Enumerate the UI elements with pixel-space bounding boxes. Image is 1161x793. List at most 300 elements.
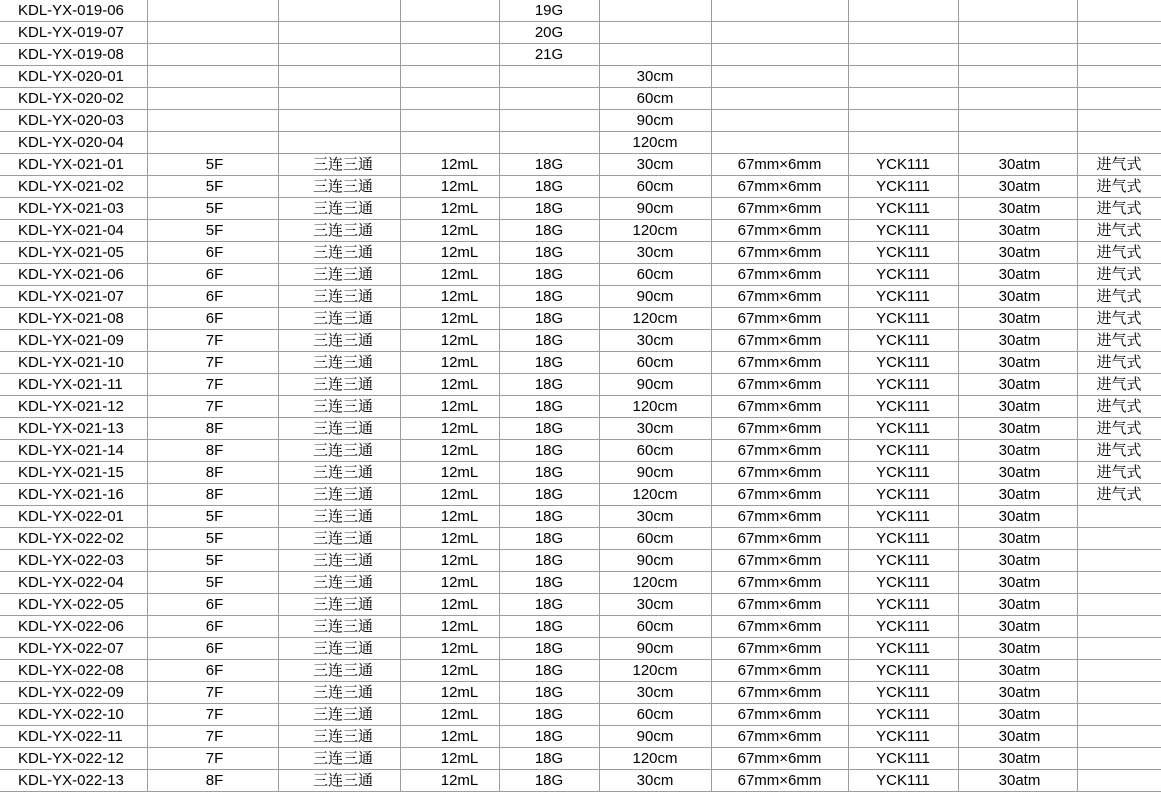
table-cell[interactable]: 12mL xyxy=(400,594,499,616)
table-cell[interactable]: YCK111 xyxy=(848,352,958,374)
table-cell[interactable]: 三连三通 xyxy=(278,682,400,704)
table-cell[interactable]: YCK111 xyxy=(848,396,958,418)
table-cell[interactable] xyxy=(147,110,278,132)
table-cell[interactable]: 30cm xyxy=(599,330,711,352)
table-cell[interactable] xyxy=(848,132,958,154)
table-cell[interactable]: 进气式 xyxy=(1077,308,1161,330)
table-cell[interactable] xyxy=(1077,110,1161,132)
table-cell[interactable] xyxy=(599,22,711,44)
table-cell[interactable]: 进气式 xyxy=(1077,330,1161,352)
table-cell[interactable]: 5F xyxy=(147,528,278,550)
table-cell[interactable]: 30atm xyxy=(958,572,1077,594)
table-cell[interactable]: 67mm×6mm xyxy=(711,462,848,484)
table-cell[interactable]: KDL-YX-021-11 xyxy=(0,374,147,396)
table-cell[interactable]: 18G xyxy=(499,638,599,660)
table-cell[interactable]: 三连三通 xyxy=(278,616,400,638)
table-cell[interactable]: 7F xyxy=(147,330,278,352)
table-cell[interactable] xyxy=(1077,0,1161,22)
table-cell[interactable] xyxy=(499,88,599,110)
table-cell[interactable]: 19G xyxy=(499,0,599,22)
table-cell[interactable]: 120cm xyxy=(599,748,711,770)
table-cell[interactable]: 12mL xyxy=(400,198,499,220)
table-cell[interactable] xyxy=(1077,770,1161,792)
table-cell[interactable]: YCK111 xyxy=(848,726,958,748)
table-cell[interactable] xyxy=(1077,44,1161,66)
table-cell[interactable]: 12mL xyxy=(400,176,499,198)
table-cell[interactable]: 30atm xyxy=(958,440,1077,462)
table-cell[interactable] xyxy=(400,22,499,44)
table-cell[interactable]: 67mm×6mm xyxy=(711,726,848,748)
table-cell[interactable] xyxy=(499,66,599,88)
table-cell[interactable]: 30atm xyxy=(958,220,1077,242)
table-cell[interactable]: 30atm xyxy=(958,704,1077,726)
table-cell[interactable]: 12mL xyxy=(400,572,499,594)
table-cell[interactable]: 60cm xyxy=(599,88,711,110)
table-cell[interactable]: 进气式 xyxy=(1077,242,1161,264)
table-cell[interactable] xyxy=(958,88,1077,110)
table-cell[interactable]: 67mm×6mm xyxy=(711,220,848,242)
table-cell[interactable]: 三连三通 xyxy=(278,308,400,330)
table-cell[interactable]: 18G xyxy=(499,484,599,506)
table-cell[interactable]: 30atm xyxy=(958,418,1077,440)
table-cell[interactable]: 进气式 xyxy=(1077,352,1161,374)
table-cell[interactable]: 30cm xyxy=(599,242,711,264)
table-cell[interactable]: 90cm xyxy=(599,374,711,396)
table-cell[interactable]: 60cm xyxy=(599,176,711,198)
table-cell[interactable]: KDL-YX-022-01 xyxy=(0,506,147,528)
table-cell[interactable] xyxy=(400,66,499,88)
table-cell[interactable]: 30atm xyxy=(958,176,1077,198)
table-cell[interactable]: 三连三通 xyxy=(278,572,400,594)
table-cell[interactable]: 30atm xyxy=(958,528,1077,550)
table-cell[interactable]: 12mL xyxy=(400,440,499,462)
table-cell[interactable] xyxy=(1077,528,1161,550)
table-cell[interactable]: 120cm xyxy=(599,572,711,594)
table-cell[interactable]: KDL-YX-022-04 xyxy=(0,572,147,594)
table-cell[interactable]: 进气式 xyxy=(1077,418,1161,440)
table-cell[interactable]: 18G xyxy=(499,704,599,726)
table-cell[interactable]: 8F xyxy=(147,440,278,462)
table-cell[interactable]: 18G xyxy=(499,286,599,308)
table-cell[interactable]: KDL-YX-022-02 xyxy=(0,528,147,550)
table-cell[interactable]: YCK111 xyxy=(848,638,958,660)
table-cell[interactable] xyxy=(711,88,848,110)
table-cell[interactable]: 21G xyxy=(499,44,599,66)
table-cell[interactable]: 三连三通 xyxy=(278,462,400,484)
table-cell[interactable]: KDL-YX-021-05 xyxy=(0,242,147,264)
table-cell[interactable]: YCK111 xyxy=(848,770,958,792)
table-cell[interactable]: KDL-YX-022-11 xyxy=(0,726,147,748)
table-cell[interactable]: 12mL xyxy=(400,550,499,572)
table-cell[interactable]: 三连三通 xyxy=(278,286,400,308)
table-cell[interactable]: 三连三通 xyxy=(278,242,400,264)
table-cell[interactable]: 67mm×6mm xyxy=(711,682,848,704)
table-cell[interactable]: 18G xyxy=(499,198,599,220)
table-cell[interactable]: 30cm xyxy=(599,418,711,440)
table-cell[interactable]: 三连三通 xyxy=(278,264,400,286)
table-cell[interactable] xyxy=(1077,748,1161,770)
table-cell[interactable]: KDL-YX-021-06 xyxy=(0,264,147,286)
table-cell[interactable]: YCK111 xyxy=(848,748,958,770)
table-cell[interactable]: 67mm×6mm xyxy=(711,748,848,770)
table-cell[interactable]: 12mL xyxy=(400,770,499,792)
table-cell[interactable]: 67mm×6mm xyxy=(711,308,848,330)
table-cell[interactable]: 90cm xyxy=(599,110,711,132)
table-cell[interactable]: 5F xyxy=(147,154,278,176)
table-cell[interactable]: 30atm xyxy=(958,352,1077,374)
table-cell[interactable]: 18G xyxy=(499,748,599,770)
table-cell[interactable]: KDL-YX-021-01 xyxy=(0,154,147,176)
table-cell[interactable]: 30cm xyxy=(599,594,711,616)
table-cell[interactable]: 120cm xyxy=(599,660,711,682)
table-cell[interactable]: 进气式 xyxy=(1077,264,1161,286)
table-cell[interactable]: 进气式 xyxy=(1077,484,1161,506)
table-cell[interactable]: 6F xyxy=(147,264,278,286)
table-cell[interactable] xyxy=(147,88,278,110)
table-cell[interactable]: 30atm xyxy=(958,638,1077,660)
table-cell[interactable]: KDL-YX-021-15 xyxy=(0,462,147,484)
table-cell[interactable]: 20G xyxy=(499,22,599,44)
table-cell[interactable] xyxy=(711,44,848,66)
table-cell[interactable]: 18G xyxy=(499,242,599,264)
table-cell[interactable]: 30atm xyxy=(958,550,1077,572)
table-cell[interactable]: 进气式 xyxy=(1077,176,1161,198)
table-cell[interactable] xyxy=(1077,132,1161,154)
table-cell[interactable]: 90cm xyxy=(599,462,711,484)
table-cell[interactable]: 67mm×6mm xyxy=(711,352,848,374)
table-cell[interactable] xyxy=(711,0,848,22)
table-cell[interactable]: 6F xyxy=(147,242,278,264)
table-cell[interactable] xyxy=(147,66,278,88)
table-cell[interactable] xyxy=(278,44,400,66)
table-cell[interactable]: 6F xyxy=(147,616,278,638)
table-cell[interactable]: 12mL xyxy=(400,308,499,330)
table-cell[interactable]: 30atm xyxy=(958,594,1077,616)
table-cell[interactable]: YCK111 xyxy=(848,550,958,572)
table-cell[interactable]: 进气式 xyxy=(1077,374,1161,396)
table-cell[interactable] xyxy=(1077,660,1161,682)
table-cell[interactable]: 67mm×6mm xyxy=(711,572,848,594)
table-cell[interactable]: 12mL xyxy=(400,616,499,638)
table-cell[interactable]: 8F xyxy=(147,770,278,792)
table-cell[interactable] xyxy=(400,132,499,154)
table-cell[interactable]: 30cm xyxy=(599,770,711,792)
table-cell[interactable] xyxy=(400,44,499,66)
table-cell[interactable]: 三连三通 xyxy=(278,220,400,242)
table-cell[interactable]: KDL-YX-021-16 xyxy=(0,484,147,506)
table-cell[interactable]: 三连三通 xyxy=(278,374,400,396)
table-cell[interactable]: 90cm xyxy=(599,550,711,572)
table-cell[interactable]: 进气式 xyxy=(1077,396,1161,418)
table-cell[interactable]: KDL-YX-022-06 xyxy=(0,616,147,638)
table-cell[interactable]: YCK111 xyxy=(848,528,958,550)
table-cell[interactable]: 30atm xyxy=(958,616,1077,638)
table-cell[interactable]: 三连三通 xyxy=(278,352,400,374)
table-cell[interactable]: KDL-YX-021-10 xyxy=(0,352,147,374)
table-cell[interactable]: 67mm×6mm xyxy=(711,528,848,550)
table-cell[interactable] xyxy=(1077,66,1161,88)
table-cell[interactable] xyxy=(278,66,400,88)
table-cell[interactable]: KDL-YX-020-03 xyxy=(0,110,147,132)
table-cell[interactable] xyxy=(848,0,958,22)
table-cell[interactable]: KDL-YX-019-08 xyxy=(0,44,147,66)
table-cell[interactable]: YCK111 xyxy=(848,198,958,220)
table-cell[interactable]: 30cm xyxy=(599,154,711,176)
table-cell[interactable]: 67mm×6mm xyxy=(711,242,848,264)
table-cell[interactable]: 三连三通 xyxy=(278,330,400,352)
table-cell[interactable]: YCK111 xyxy=(848,506,958,528)
table-cell[interactable]: KDL-YX-021-12 xyxy=(0,396,147,418)
table-cell[interactable]: 90cm xyxy=(599,198,711,220)
table-cell[interactable]: 67mm×6mm xyxy=(711,198,848,220)
table-cell[interactable]: 三连三通 xyxy=(278,440,400,462)
table-cell[interactable]: 三连三通 xyxy=(278,704,400,726)
table-cell[interactable]: 67mm×6mm xyxy=(711,440,848,462)
table-cell[interactable]: 7F xyxy=(147,352,278,374)
table-cell[interactable]: 30atm xyxy=(958,506,1077,528)
table-cell[interactable]: KDL-YX-019-07 xyxy=(0,22,147,44)
table-cell[interactable]: 90cm xyxy=(599,638,711,660)
table-cell[interactable] xyxy=(1077,88,1161,110)
table-cell[interactable]: 30atm xyxy=(958,396,1077,418)
table-cell[interactable]: 67mm×6mm xyxy=(711,154,848,176)
table-cell[interactable]: YCK111 xyxy=(848,220,958,242)
table-cell[interactable]: YCK111 xyxy=(848,462,958,484)
table-cell[interactable]: 6F xyxy=(147,286,278,308)
table-cell[interactable] xyxy=(1077,550,1161,572)
table-cell[interactable]: KDL-YX-022-10 xyxy=(0,704,147,726)
table-cell[interactable]: KDL-YX-022-05 xyxy=(0,594,147,616)
table-cell[interactable]: YCK111 xyxy=(848,440,958,462)
table-cell[interactable] xyxy=(958,132,1077,154)
table-cell[interactable] xyxy=(711,132,848,154)
table-cell[interactable]: 18G xyxy=(499,220,599,242)
table-cell[interactable]: 60cm xyxy=(599,352,711,374)
table-cell[interactable]: 67mm×6mm xyxy=(711,264,848,286)
table-cell[interactable]: 67mm×6mm xyxy=(711,418,848,440)
table-cell[interactable]: KDL-YX-021-09 xyxy=(0,330,147,352)
table-cell[interactable]: 67mm×6mm xyxy=(711,396,848,418)
table-cell[interactable]: 18G xyxy=(499,594,599,616)
table-cell[interactable]: 120cm xyxy=(599,132,711,154)
table-cell[interactable]: KDL-YX-022-09 xyxy=(0,682,147,704)
table-cell[interactable] xyxy=(278,22,400,44)
table-cell[interactable] xyxy=(848,88,958,110)
table-cell[interactable]: 进气式 xyxy=(1077,440,1161,462)
table-cell[interactable] xyxy=(278,88,400,110)
table-cell[interactable] xyxy=(1077,682,1161,704)
table-cell[interactable]: 67mm×6mm xyxy=(711,616,848,638)
table-cell[interactable] xyxy=(1077,638,1161,660)
table-cell[interactable]: 6F xyxy=(147,638,278,660)
table-cell[interactable] xyxy=(1077,572,1161,594)
table-cell[interactable] xyxy=(711,110,848,132)
table-cell[interactable]: 120cm xyxy=(599,396,711,418)
table-cell[interactable]: 18G xyxy=(499,506,599,528)
table-cell[interactable]: 67mm×6mm xyxy=(711,638,848,660)
table-cell[interactable]: 18G xyxy=(499,550,599,572)
table-cell[interactable] xyxy=(958,22,1077,44)
table-cell[interactable]: 三连三通 xyxy=(278,528,400,550)
table-cell[interactable]: 12mL xyxy=(400,154,499,176)
table-cell[interactable]: 7F xyxy=(147,396,278,418)
table-cell[interactable]: 三连三通 xyxy=(278,396,400,418)
table-cell[interactable]: 67mm×6mm xyxy=(711,374,848,396)
table-cell[interactable]: 进气式 xyxy=(1077,462,1161,484)
table-cell[interactable]: KDL-YX-020-04 xyxy=(0,132,147,154)
table-cell[interactable]: 进气式 xyxy=(1077,286,1161,308)
table-cell[interactable]: 12mL xyxy=(400,352,499,374)
table-cell[interactable]: YCK111 xyxy=(848,330,958,352)
table-cell[interactable]: 30atm xyxy=(958,748,1077,770)
table-cell[interactable]: 6F xyxy=(147,594,278,616)
table-cell[interactable]: 18G xyxy=(499,616,599,638)
table-cell[interactable]: KDL-YX-021-08 xyxy=(0,308,147,330)
table-cell[interactable]: 进气式 xyxy=(1077,220,1161,242)
table-cell[interactable]: 18G xyxy=(499,176,599,198)
table-cell[interactable] xyxy=(147,44,278,66)
table-cell[interactable]: 三连三通 xyxy=(278,418,400,440)
table-cell[interactable]: 30atm xyxy=(958,484,1077,506)
table-cell[interactable]: 三连三通 xyxy=(278,594,400,616)
table-cell[interactable] xyxy=(958,0,1077,22)
table-cell[interactable]: 12mL xyxy=(400,418,499,440)
table-cell[interactable]: 12mL xyxy=(400,528,499,550)
table-cell[interactable]: KDL-YX-021-13 xyxy=(0,418,147,440)
table-cell[interactable]: 12mL xyxy=(400,748,499,770)
table-cell[interactable]: 12mL xyxy=(400,264,499,286)
table-cell[interactable] xyxy=(499,110,599,132)
table-cell[interactable]: 67mm×6mm xyxy=(711,330,848,352)
table-cell[interactable]: KDL-YX-020-02 xyxy=(0,88,147,110)
table-cell[interactable]: 三连三通 xyxy=(278,484,400,506)
table-cell[interactable]: 12mL xyxy=(400,286,499,308)
table-cell[interactable]: 12mL xyxy=(400,484,499,506)
table-cell[interactable]: KDL-YX-022-03 xyxy=(0,550,147,572)
table-cell[interactable]: 60cm xyxy=(599,704,711,726)
table-cell[interactable]: 90cm xyxy=(599,286,711,308)
table-cell[interactable]: 5F xyxy=(147,220,278,242)
table-cell[interactable]: 6F xyxy=(147,660,278,682)
table-cell[interactable]: KDL-YX-021-04 xyxy=(0,220,147,242)
table-cell[interactable]: YCK111 xyxy=(848,660,958,682)
table-cell[interactable]: 5F xyxy=(147,550,278,572)
table-cell[interactable] xyxy=(848,44,958,66)
table-cell[interactable]: 三连三通 xyxy=(278,748,400,770)
table-cell[interactable]: 18G xyxy=(499,572,599,594)
table-cell[interactable] xyxy=(400,110,499,132)
table-cell[interactable]: KDL-YX-022-12 xyxy=(0,748,147,770)
table-cell[interactable]: 18G xyxy=(499,770,599,792)
table-cell[interactable]: 18G xyxy=(499,154,599,176)
table-cell[interactable]: 30cm xyxy=(599,506,711,528)
table-cell[interactable]: 三连三通 xyxy=(278,154,400,176)
table-cell[interactable]: KDL-YX-021-14 xyxy=(0,440,147,462)
table-cell[interactable]: KDL-YX-020-01 xyxy=(0,66,147,88)
table-cell[interactable]: 12mL xyxy=(400,396,499,418)
table-cell[interactable] xyxy=(848,66,958,88)
table-cell[interactable]: 12mL xyxy=(400,660,499,682)
table-cell[interactable] xyxy=(1077,704,1161,726)
table-cell[interactable]: 12mL xyxy=(400,330,499,352)
table-cell[interactable]: YCK111 xyxy=(848,374,958,396)
table-cell[interactable]: 5F xyxy=(147,176,278,198)
table-cell[interactable]: 60cm xyxy=(599,440,711,462)
table-cell[interactable]: YCK111 xyxy=(848,418,958,440)
table-cell[interactable]: KDL-YX-021-03 xyxy=(0,198,147,220)
table-cell[interactable]: 18G xyxy=(499,374,599,396)
table-cell[interactable]: 120cm xyxy=(599,220,711,242)
table-cell[interactable]: 三连三通 xyxy=(278,726,400,748)
table-cell[interactable]: 18G xyxy=(499,308,599,330)
table-cell[interactable]: 18G xyxy=(499,418,599,440)
table-cell[interactable]: 60cm xyxy=(599,616,711,638)
table-cell[interactable]: 30atm xyxy=(958,726,1077,748)
table-cell[interactable]: 30atm xyxy=(958,462,1077,484)
table-cell[interactable]: 7F xyxy=(147,704,278,726)
table-cell[interactable]: 60cm xyxy=(599,264,711,286)
table-cell[interactable]: 三连三通 xyxy=(278,660,400,682)
table-cell[interactable]: 30atm xyxy=(958,660,1077,682)
table-cell[interactable]: 5F xyxy=(147,506,278,528)
table-cell[interactable] xyxy=(1077,506,1161,528)
table-cell[interactable] xyxy=(711,22,848,44)
table-cell[interactable]: 12mL xyxy=(400,726,499,748)
table-cell[interactable]: 30atm xyxy=(958,286,1077,308)
table-cell[interactable]: 60cm xyxy=(599,528,711,550)
table-cell[interactable] xyxy=(400,0,499,22)
table-cell[interactable]: 三连三通 xyxy=(278,638,400,660)
table-cell[interactable]: 30atm xyxy=(958,770,1077,792)
table-cell[interactable] xyxy=(278,132,400,154)
table-cell[interactable] xyxy=(147,22,278,44)
table-cell[interactable]: 三连三通 xyxy=(278,176,400,198)
table-cell[interactable]: 67mm×6mm xyxy=(711,484,848,506)
table-cell[interactable]: 12mL xyxy=(400,242,499,264)
table-cell[interactable]: 5F xyxy=(147,198,278,220)
table-cell[interactable]: 7F xyxy=(147,726,278,748)
table-cell[interactable] xyxy=(711,66,848,88)
table-cell[interactable]: 30atm xyxy=(958,682,1077,704)
table-cell[interactable]: 18G xyxy=(499,440,599,462)
table-cell[interactable]: YCK111 xyxy=(848,594,958,616)
table-cell[interactable]: 30atm xyxy=(958,374,1077,396)
table-cell[interactable]: KDL-YX-022-07 xyxy=(0,638,147,660)
table-cell[interactable]: 30atm xyxy=(958,242,1077,264)
table-cell[interactable]: 三连三通 xyxy=(278,550,400,572)
table-cell[interactable]: 12mL xyxy=(400,462,499,484)
table-cell[interactable]: 18G xyxy=(499,682,599,704)
table-cell[interactable] xyxy=(1077,594,1161,616)
table-cell[interactable]: 120cm xyxy=(599,484,711,506)
table-cell[interactable]: 18G xyxy=(499,264,599,286)
table-cell[interactable]: YCK111 xyxy=(848,154,958,176)
table-cell[interactable] xyxy=(1077,22,1161,44)
table-cell[interactable]: 8F xyxy=(147,484,278,506)
table-cell[interactable]: KDL-YX-022-08 xyxy=(0,660,147,682)
table-cell[interactable]: 8F xyxy=(147,418,278,440)
table-cell[interactable]: 67mm×6mm xyxy=(711,286,848,308)
table-cell[interactable]: 18G xyxy=(499,396,599,418)
table-cell[interactable]: 67mm×6mm xyxy=(711,770,848,792)
table-cell[interactable]: 7F xyxy=(147,682,278,704)
table-cell[interactable]: 5F xyxy=(147,572,278,594)
table-cell[interactable]: 67mm×6mm xyxy=(711,660,848,682)
table-cell[interactable]: 67mm×6mm xyxy=(711,176,848,198)
table-cell[interactable]: YCK111 xyxy=(848,286,958,308)
table-cell[interactable]: 120cm xyxy=(599,308,711,330)
table-cell[interactable] xyxy=(848,22,958,44)
